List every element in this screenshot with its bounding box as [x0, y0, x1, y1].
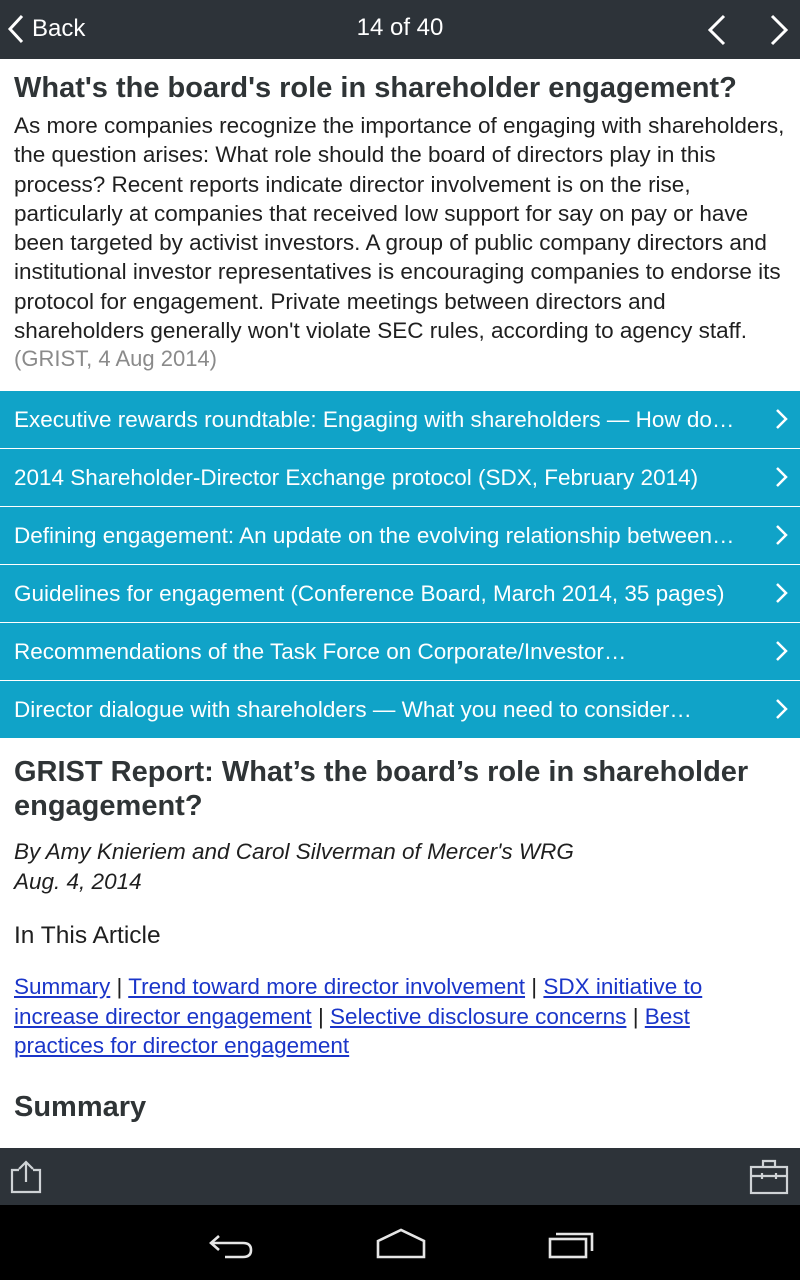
system-recent-apps-icon[interactable] — [546, 1227, 596, 1261]
bottom-toolbar — [0, 1148, 800, 1205]
article-content[interactable] — [0, 59, 800, 1148]
related-link-item[interactable] — [0, 565, 800, 623]
previous-article-button[interactable] — [698, 10, 738, 50]
toc-link-best-practices[interactable]: Best practices for director engagement — [14, 1003, 690, 1059]
toc-link-sdx[interactable]: SDX initiative to increase director engagement — [14, 974, 703, 1029]
article-title: What's the board's role in shareholder engagement? — [14, 72, 737, 104]
next-article-button[interactable] — [758, 10, 798, 50]
back-button-label: Back — [32, 15, 86, 42]
article-counter: 14 of 40 — [356, 14, 444, 41]
section-heading-summary: Summary — [14, 1090, 147, 1123]
in-this-article-heading: In This Article — [14, 922, 161, 950]
chevron-right-icon — [774, 466, 788, 488]
related-link-label: Director dialogue with shareholders — What you need to consider… — [14, 697, 692, 723]
toc-separator: | — [626, 1003, 645, 1029]
related-link-label: Executive rewards roundtable: Engaging with shareholders — How do… — [14, 407, 735, 433]
share-icon[interactable] — [8, 1158, 44, 1196]
related-link-label: 2014 Shareholder-Director Exchange protocol (SDX, February 2014) — [14, 465, 699, 491]
system-back-icon[interactable] — [205, 1227, 255, 1261]
toc-link-trend[interactable]: Trend toward more director involvement — [128, 974, 526, 1000]
chevron-right-icon — [774, 524, 788, 546]
toc-separator: | — [525, 974, 544, 1000]
article-source: (GRIST, 4 Aug 2014) — [14, 346, 217, 372]
chevron-right-icon — [774, 582, 788, 604]
related-link-label: Guidelines for engagement (Conference Board, March 2014, 35 pages) — [14, 581, 725, 607]
briefcase-icon[interactable] — [748, 1158, 790, 1196]
related-link-item[interactable] — [0, 681, 800, 739]
related-link-label: Recommendations of the Task Force on Corporate/Investor… — [14, 639, 627, 665]
related-link-item[interactable] — [0, 449, 800, 507]
report-authors: By Amy Knieriem and Carol Silverman of Mercer's WRG — [14, 839, 574, 865]
report-date: Aug. 4, 2014 — [14, 868, 142, 894]
report-title: GRIST Report: What’s the board’s role in shareholder engagement? — [14, 756, 749, 823]
related-link-item[interactable] — [0, 623, 800, 681]
system-home-icon[interactable] — [374, 1227, 428, 1261]
chevron-right-icon — [758, 10, 798, 50]
toc-separator: | — [311, 1003, 331, 1029]
related-links-list — [0, 391, 800, 739]
table-of-contents — [14, 972, 786, 1061]
related-link-item[interactable] — [0, 507, 800, 565]
related-link-item[interactable] — [0, 391, 800, 449]
chevron-right-icon — [774, 698, 788, 720]
report-byline — [14, 837, 786, 896]
toc-separator: | — [110, 974, 129, 1000]
report-body — [0, 739, 800, 1124]
article-abstract: As more companies recognize the importance of engaging with shareholders, the question arises: What role should the board of directors play in this process? Recent reports indicate director involvement is on the rise, particularly at companies that received low support for say on pay or have been targeted by activist investors. A group of public company directors and institutional investor representatives is encouraging companies to endorse its protocol for engagement. Private meetings between directors and shareholders generally won't violate SEC rules, according to agency staff. — [14, 113, 785, 344]
top-app-bar — [0, 0, 800, 59]
related-link-label: Defining engagement: An update on the evolving relationship between… — [14, 523, 735, 549]
chevron-right-icon — [774, 640, 788, 662]
toc-link-selective-disclosure[interactable]: Selective disclosure concerns — [330, 1003, 627, 1029]
system-navigation-bar — [0, 1205, 800, 1280]
toc-link-summary[interactable]: Summary — [14, 974, 111, 1000]
chevron-left-icon — [698, 10, 738, 50]
chevron-right-icon — [774, 408, 788, 430]
